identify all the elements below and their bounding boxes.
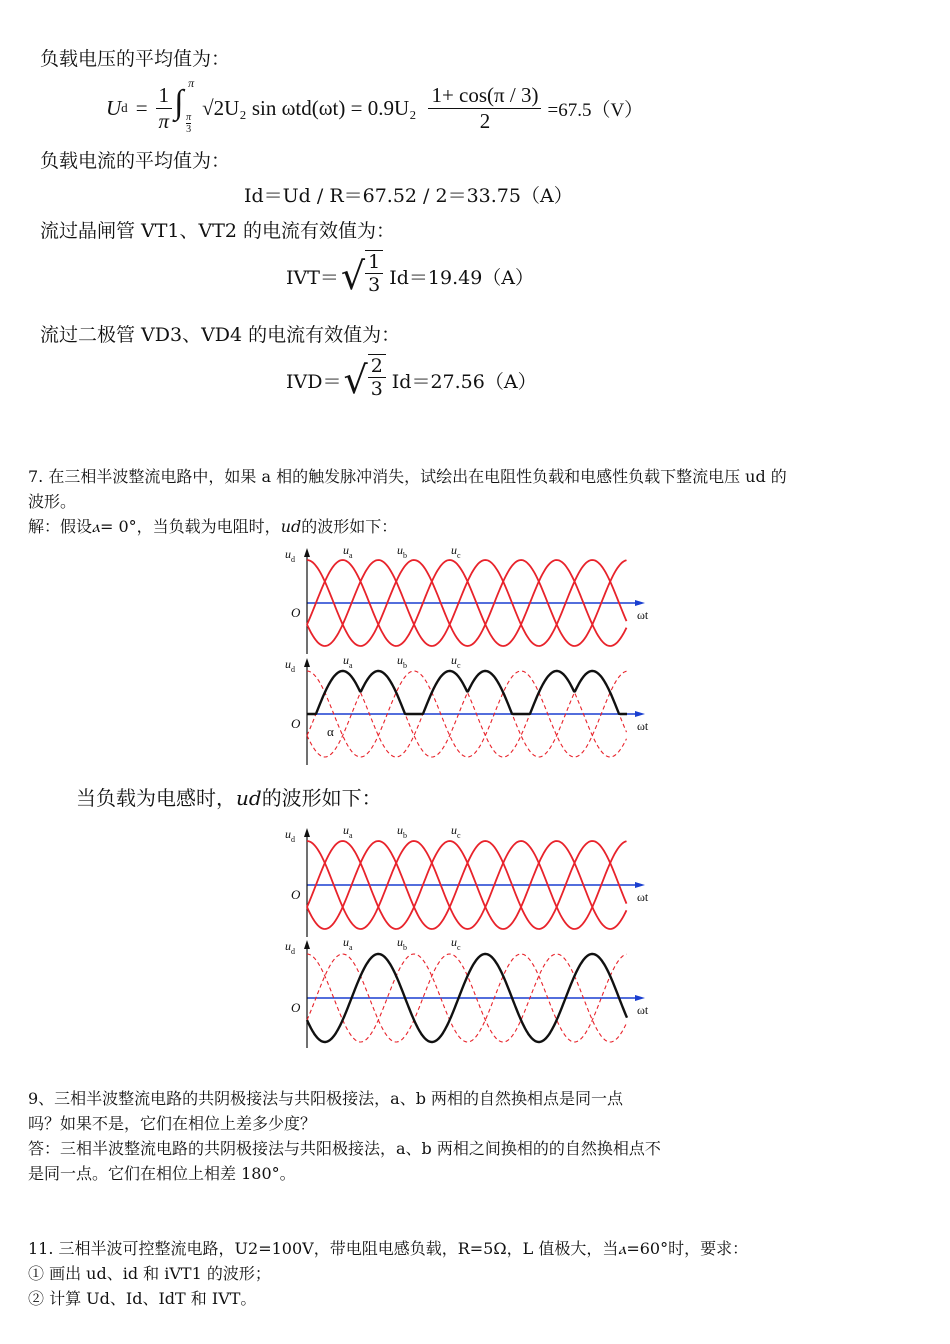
q9-line4: 是同一点。它们在相位上相差 180°。: [28, 1164, 296, 1183]
res-top-x-arrow: [635, 600, 645, 606]
inductive-load-label: 当负载为电感时，ud的波形如下：: [76, 786, 382, 810]
res-top-x-label: ωt: [637, 608, 649, 622]
ind-top-y-label: $u_d$: [285, 827, 295, 844]
q11-item2: ② 计算 Ud、Id、IdT 和 IVT。: [28, 1289, 257, 1308]
res-top-y-arrow: [304, 548, 310, 557]
ind-bottom-x-arrow: [635, 995, 645, 1001]
ind-top-y-arrow: [304, 828, 310, 837]
resistive-waveform-figure: [285, 538, 650, 766]
ind-bottom-x-label: ωt: [637, 1003, 649, 1017]
vd-rms-label: 流过二极管 VD3、VD4 的电流有效值为：: [40, 324, 401, 346]
res-bottom-phase-label-ua: $u_a$: [343, 653, 353, 670]
res-bottom-x-arrow: [635, 711, 645, 717]
res-bottom-x-label: ωt: [637, 719, 649, 733]
ind-top-phase-label-ua: $u_a$: [343, 823, 353, 840]
q9-line3: 答：三相半波整流电路的共阴极接法与共阳极接法，a、b 两相之间换相的的自然换相点不: [28, 1139, 661, 1158]
q11-line1: 11. 三相半波可控整流电路，U2=100V，带电阻电感负载，R=5Ω，L 值极大，当ⲁ=60°时，要求：: [28, 1239, 749, 1258]
integrand: √2U₂ sin ωtd(ωt) = 0.9U₂: [202, 95, 417, 120]
integral-sign: ∫ π π 3: [174, 76, 195, 135]
ind-top-phase-label-uc: $u_c$: [451, 823, 461, 840]
q7-question: 7. 在三相半波整流电路中，如果 a 相的触发脉冲消失，试绘出在电阻性负载和电感性负载下整流电压 ud 的: [28, 467, 787, 486]
res-bottom-y-arrow: [304, 658, 310, 667]
ind-top-x-arrow: [635, 882, 645, 888]
one-over-pi: $\frac{1}{\pi}$: [156, 83, 173, 134]
res-top-origin: O: [291, 605, 301, 620]
ind-bottom-y-arrow: [304, 940, 310, 949]
ud-formula: U d = $\frac{1}{\pi}$ ∫ π π 3 √2U₂ sin ωtd(ωt) = 0.9U₂ $\frac{1+ \cos(\pi / 3)}{2}$ =67.5（V）: [106, 78, 643, 138]
q9-line2: 吗？如果不是，它们在相位上差多少度？: [28, 1114, 317, 1133]
q7-question-cont: 波形。: [28, 492, 77, 511]
ivd-formula: IVD＝ √ $\frac{2}{3}$ Id＝27.56（A）: [286, 355, 537, 402]
res-top-phase-label-uc: $u_c$: [451, 543, 461, 560]
res-top-y-label: $u_d$: [285, 547, 295, 564]
q11-item1: ① 画出 ud、id 和 iVT1 的波形；: [28, 1264, 271, 1283]
cos-fraction: $\frac{1+ \cos(\pi / 3)}{2}$: [428, 83, 541, 134]
res-bottom-origin: O: [291, 716, 301, 731]
ind-bottom-phase-label-uc: $u_c$: [451, 935, 461, 952]
ivt-formula: IVT＝ √ $\frac{1}{3}$ Id＝19.49（A）: [286, 251, 535, 298]
avg-current-label: 负载电流的平均值为：: [40, 150, 231, 172]
res-bottom-phase-label-uc: $u_c$: [451, 653, 461, 670]
q7-answer-intro: 解：假设ⲁ= 0°，当负载为电阻时，ud的波形如下：: [28, 517, 398, 536]
ind-top-x-label: ωt: [637, 890, 649, 904]
res-bottom-phase-label-ub: $u_b$: [397, 653, 407, 670]
ind-bottom-phase-label-ua: $u_a$: [343, 935, 353, 952]
ud-symbol: U: [106, 95, 122, 120]
ind-bottom-phase-label-ub: $u_b$: [397, 935, 407, 952]
res-bottom-output-ud: [307, 671, 627, 714]
avg-voltage-label: 负载电压的平均值为：: [40, 48, 231, 70]
inductive-waveform-figure: [285, 818, 650, 1048]
res-bottom-alpha-label: α: [327, 724, 334, 739]
res-bottom-y-label: $u_d$: [285, 657, 295, 674]
ind-bottom-origin: O: [291, 1000, 301, 1015]
ind-top-origin: O: [291, 887, 301, 902]
alpha-symbol: ⲁ: [92, 517, 100, 536]
id-formula: Id＝Ud / R＝67.52 / 2＝33.75（A）: [244, 185, 573, 207]
res-top-phase-label-ua: $u_a$: [343, 543, 353, 560]
ud-result: =67.5（V）: [547, 99, 644, 121]
res-top-phase-label-ub: $u_b$: [397, 543, 407, 560]
ind-bottom-y-label: $u_d$: [285, 939, 295, 956]
q9-line1: 9、三相半波整流电路的共阴极接法与共阳极接法，a、b 两相的自然换相点是同一点: [28, 1089, 624, 1108]
vt-rms-label: 流过晶闸管 VT1、VT2 的电流有效值为：: [40, 220, 396, 242]
ind-top-phase-label-ub: $u_b$: [397, 823, 407, 840]
